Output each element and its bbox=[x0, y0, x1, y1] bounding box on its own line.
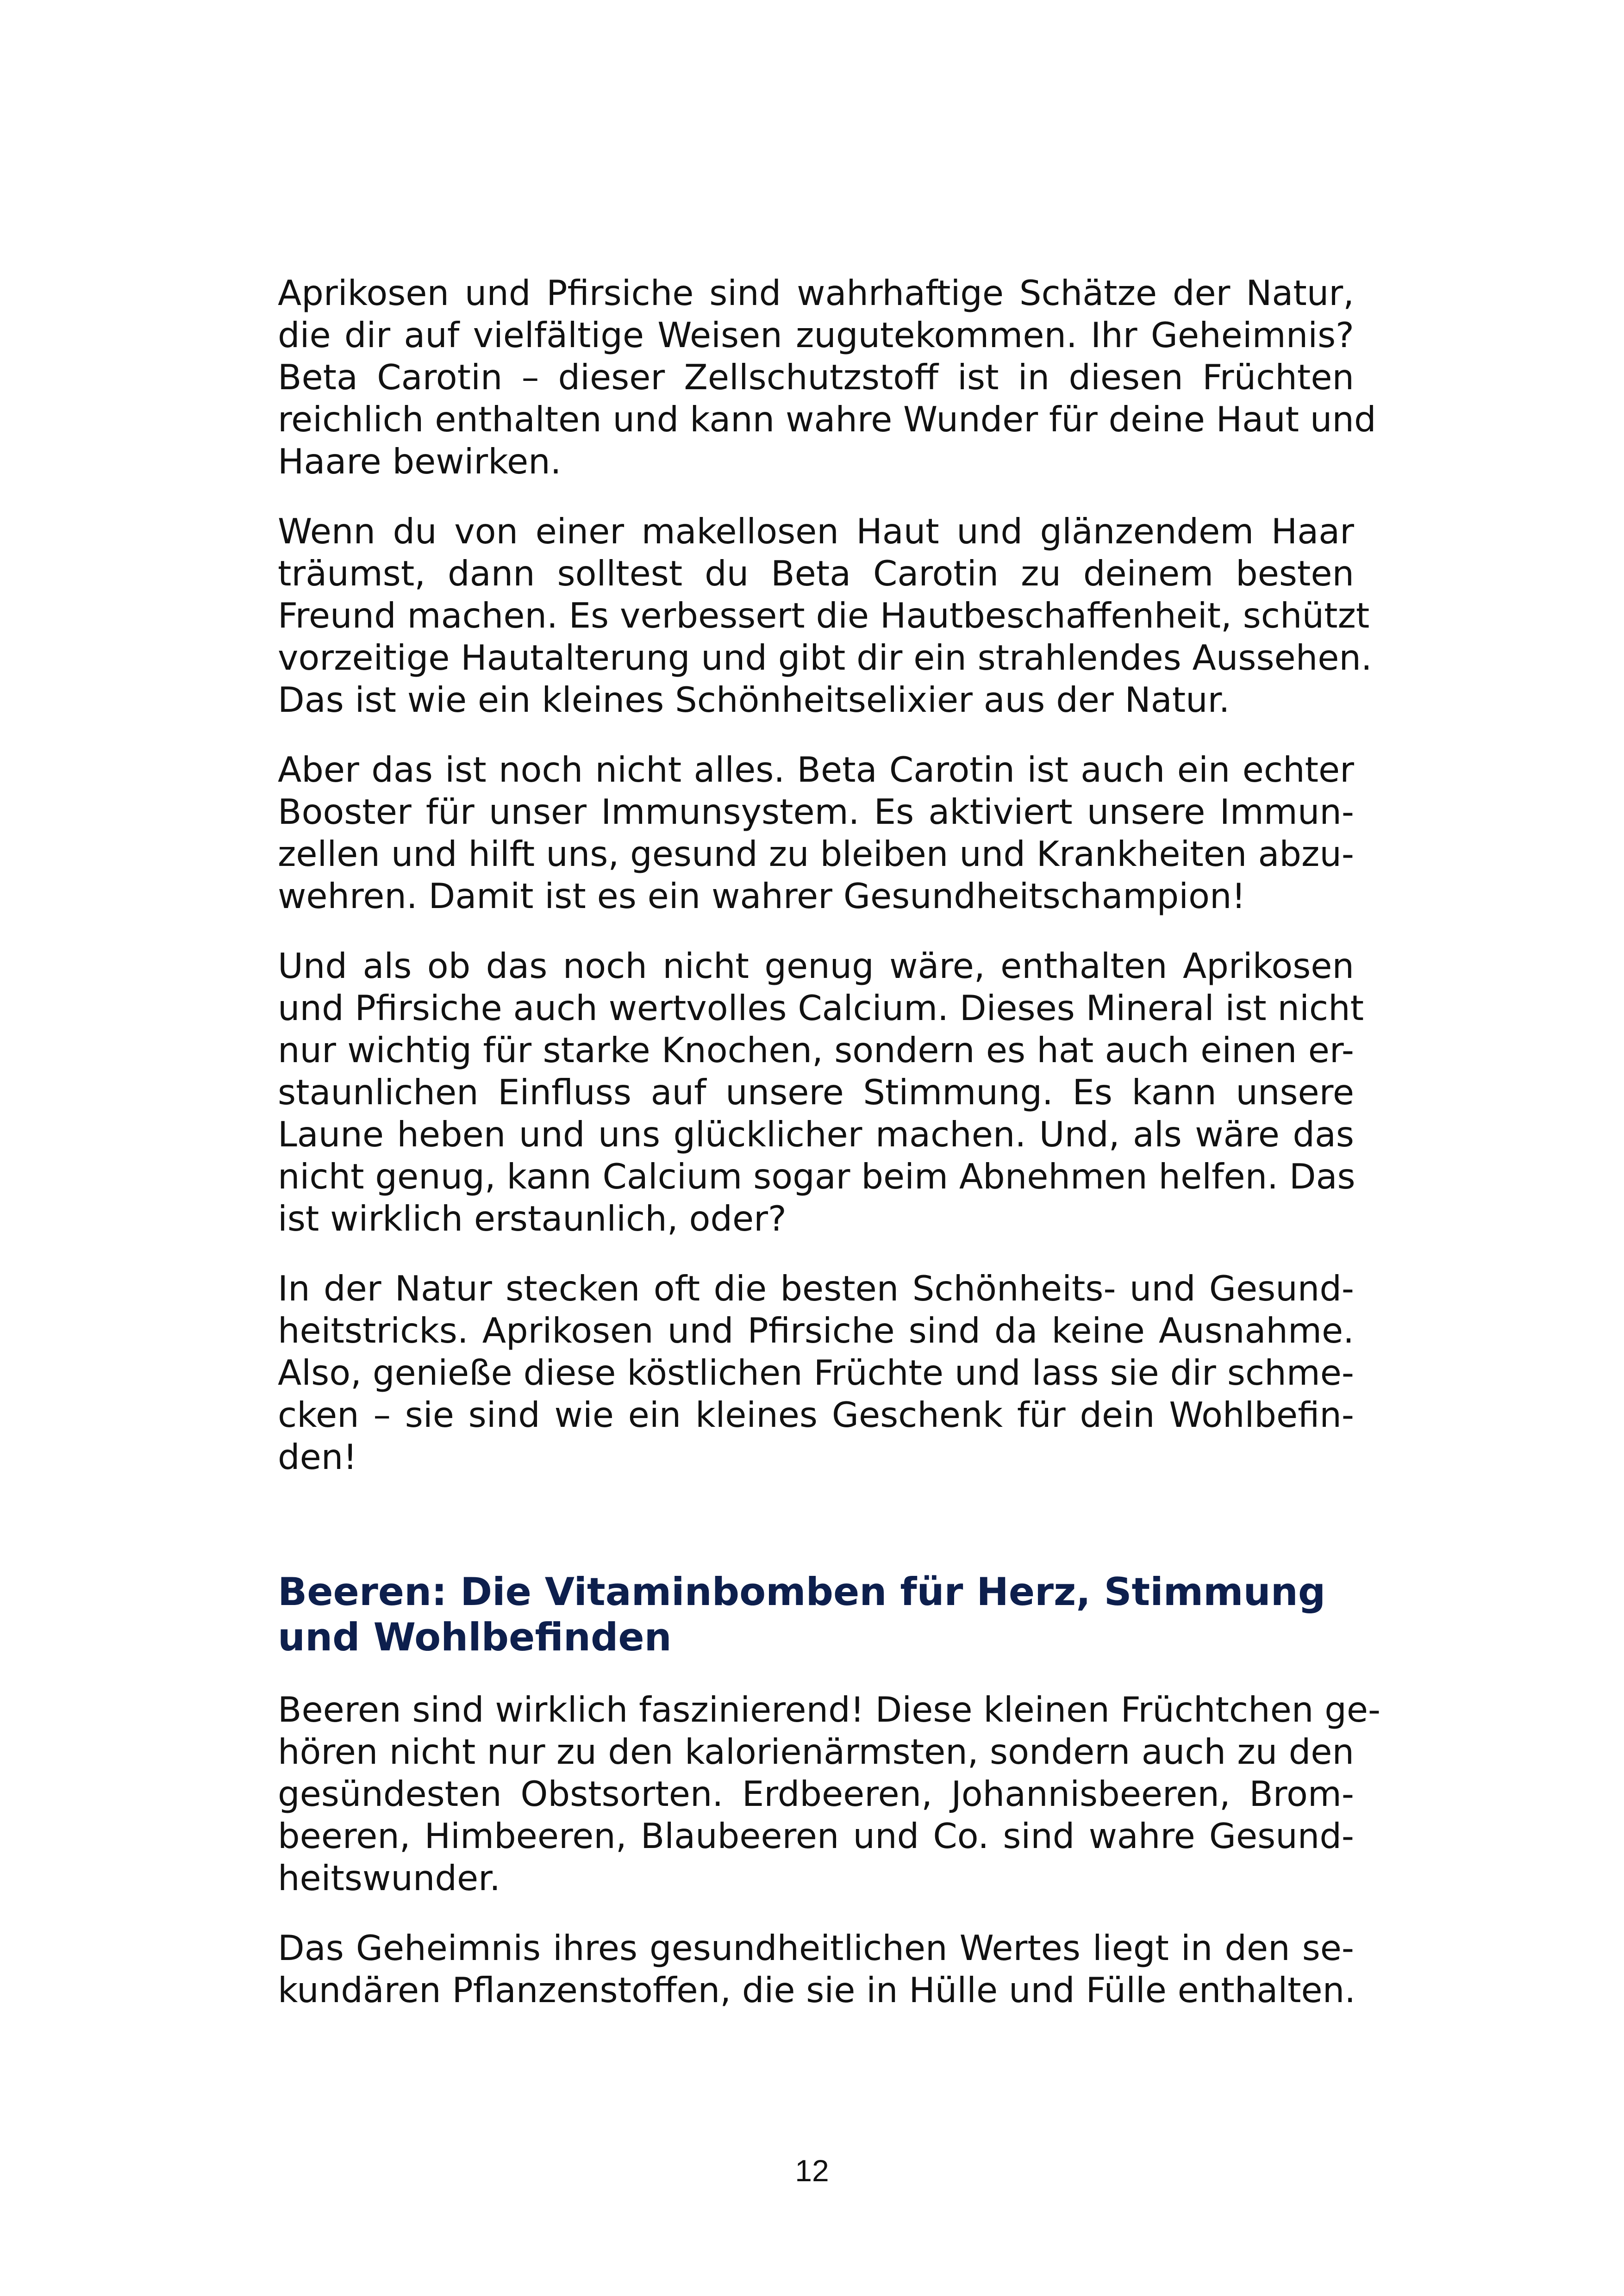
text-line: nur wichtig für starke Knochen, sondern es hat auch einen er- bbox=[278, 1030, 1354, 1070]
page-content bbox=[278, 272, 1381, 2011]
text-line: hören nicht nur zu den kalorienärmsten, sondern auch zu den bbox=[278, 1731, 1354, 1772]
text-line: Das ist wie ein kleines Schönheitselixier aus der Natur. bbox=[278, 679, 1230, 720]
text-line: Beeren sind wirklich faszinierend! Diese kleinen Früchtchen ge- bbox=[278, 1689, 1381, 1730]
text-line: Wenn du von einer makellosen Haut und glänzendem Haar bbox=[278, 511, 1354, 552]
paragraph bbox=[278, 510, 1372, 721]
text-line: Und als ob das noch nicht genug wäre, enthalten Aprikosen bbox=[278, 946, 1354, 986]
paragraph bbox=[278, 272, 1376, 483]
text-line: gesündesten Obstsorten. Erdbeeren, Johannisbeeren, Brom- bbox=[278, 1773, 1354, 1814]
text-line: Das Geheimnis ihres gesundheitlichen Wertes liegt in den se- bbox=[278, 1928, 1354, 1968]
text-line: träumst, dann solltest du Beta Carotin zu deinem besten bbox=[278, 553, 1354, 594]
text-line: wehren. Damit ist es ein wahrer Gesundheitschampion! bbox=[278, 876, 1246, 916]
page-number: 12 bbox=[795, 2153, 829, 2188]
text-line: cken – sie sind wie ein kleines Geschenk für dein Wohlbefin- bbox=[278, 1394, 1354, 1435]
text-line: Laune heben und uns glücklicher machen. Und, als wäre das bbox=[278, 1114, 1354, 1155]
section-heading bbox=[278, 1569, 1354, 1660]
text-line: In der Natur stecken oft die besten Schönheits- und Gesund- bbox=[278, 1268, 1354, 1309]
text-line: und Pfirsiche auch wertvolles Calcium. Dieses Mineral ist nicht bbox=[278, 988, 1364, 1028]
text-line: Beta Carotin – dieser Zellschutzstoff ist in diesen Früchten bbox=[278, 357, 1354, 398]
text-line: Booster für unser Immunsystem. Es aktiviert unsere Immun- bbox=[278, 791, 1354, 832]
text-line: zellen und hilft uns, gesund zu bleiben und Krankheiten abzu- bbox=[278, 834, 1354, 874]
paragraph bbox=[278, 1689, 1381, 1899]
text-line: nicht genug, kann Calcium sogar beim Abnehmen helfen. Das bbox=[278, 1156, 1355, 1197]
paragraph bbox=[278, 945, 1364, 1240]
heading-line: Beeren: Die Vitaminbomben für Herz, Stimmung bbox=[278, 1569, 1326, 1614]
text-line: Haare bewirken. bbox=[278, 441, 562, 482]
text-line: den! bbox=[278, 1437, 357, 1477]
text-line: reichlich enthalten und kann wahre Wunder für deine Haut und bbox=[278, 399, 1376, 440]
text-line: heitstricks. Aprikosen und Pfirsiche sind da keine Ausnahme. bbox=[278, 1310, 1354, 1351]
text-line: Aber das ist noch nicht alles. Beta Carotin ist auch ein echter bbox=[278, 749, 1354, 790]
text-line: Freund machen. Es verbessert die Hautbeschaffenheit, schützt bbox=[278, 595, 1370, 636]
paragraph bbox=[278, 749, 1354, 917]
text-line: beeren, Himbeeren, Blaubeeren und Co. sind wahre Gesund- bbox=[278, 1816, 1354, 1856]
paragraph bbox=[278, 1268, 1354, 1478]
paragraph bbox=[278, 1927, 1354, 2011]
heading-line: und Wohlbefinden bbox=[278, 1615, 672, 1660]
text-line: ist wirklich erstaunlich, oder? bbox=[278, 1198, 787, 1239]
text-line: kundären Pflanzenstoffen, die sie in Hülle und Fülle enthalten. bbox=[278, 1970, 1356, 2010]
text-line: die dir auf vielfältige Weisen zugutekommen. Ihr Geheimnis? bbox=[278, 315, 1354, 355]
text-line: heitswunder. bbox=[278, 1858, 500, 1898]
text-line: Also, genieße diese köstlichen Früchte und lass sie dir schme- bbox=[278, 1352, 1354, 1393]
text-line: staunlichen Einfluss auf unsere Stimmung. Es kann unsere bbox=[278, 1072, 1354, 1113]
text-line: vorzeitige Hautalterung und gibt dir ein strahlendes Aussehen. bbox=[278, 637, 1372, 678]
text-line: Aprikosen und Pfirsiche sind wahrhaftige Schätze der Natur, bbox=[278, 273, 1354, 313]
